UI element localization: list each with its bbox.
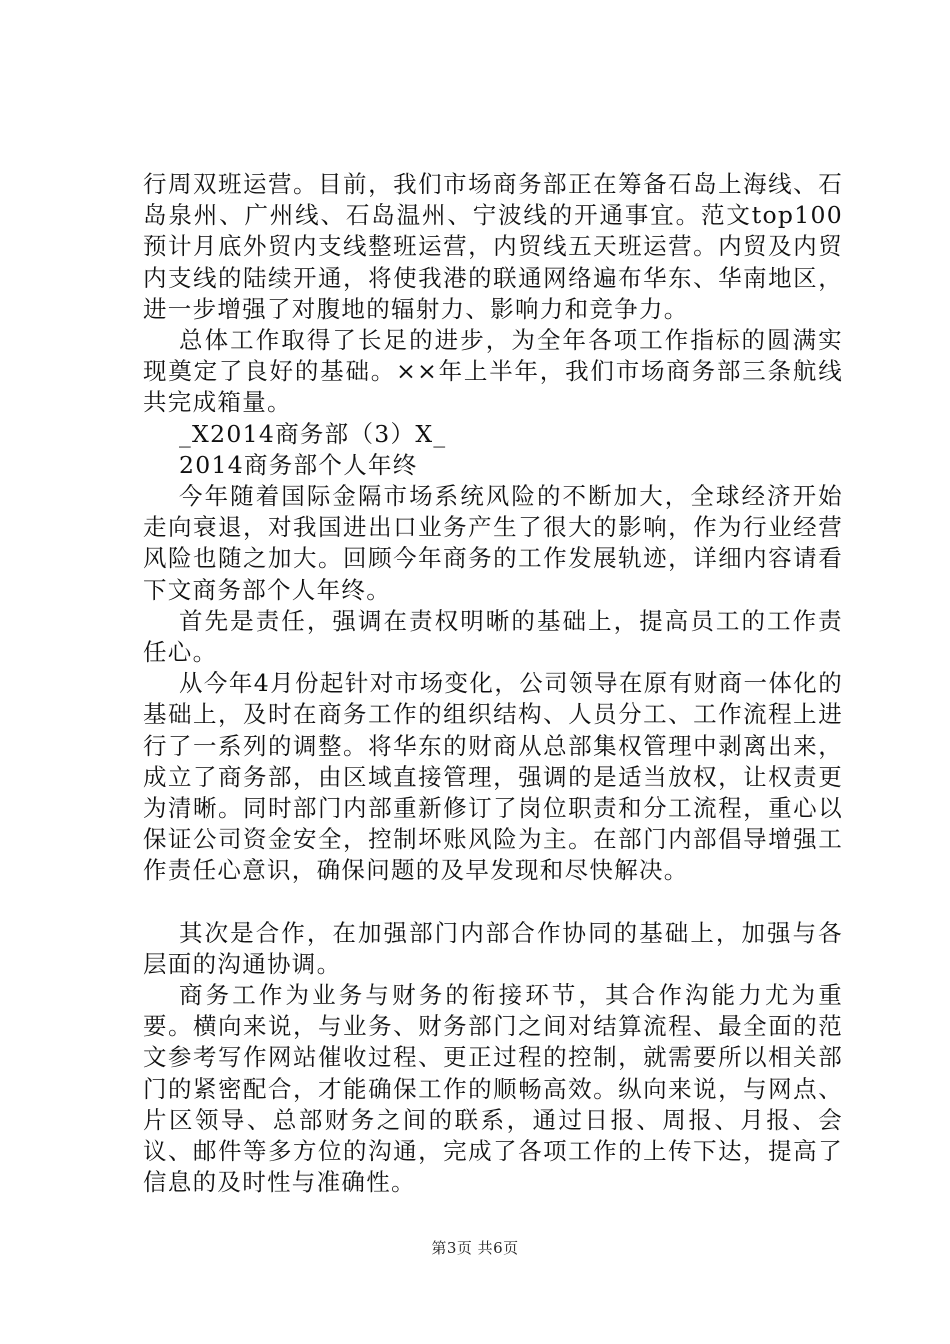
page-number: 第3页 共6页 (431, 1239, 519, 1257)
paragraph-8: 其次是合作，在加强部门内部合作协同的基础上，加强与各层面的沟通协调。 (143, 918, 843, 978)
paragraph-6: 首先是责任，强调在责权明晰的基础上，提高员工的工作责任心。 (143, 606, 843, 667)
paragraph-2: 总体工作取得了长足的进步，为全年各项工作指标的圆满实现奠定了良好的基础。××年上半年，我们市场商务部三条航线共完成箱量。 (143, 326, 843, 417)
paragraph-5: 今年随着国际金隔市场系统风险的不断加大，全球经济开始走向衰退，对我国进出口业务产生了很大的影响，作为行业经营风险也随之加大。回顾今年商务的工作发展轨迹，详细内容请看下文商务部个人年终。 (143, 482, 843, 604)
document-body (143, 169, 843, 1199)
page-footer (0, 1237, 950, 1258)
paragraph-4: 2014商务部个人年终 (179, 450, 418, 479)
paragraph-spacer (143, 887, 843, 918)
paragraph-9: 商务工作为业务与财务的衔接环节，其合作沟能力尤为重要。横向来说，与业务、财务部门之间对结算流程、最全面的范文参考写作网站催收过程、更正过程的控制，就需要所以相关部门的紧密配合，才能确保工作的顺畅高效。纵向来说，与网点、片区领导、总部财务之间的联系，通过日报、周报、月报、会议、邮件等多方位的沟通，完成了各项工作的上传下达，提高了信息的及时性与准确性。 (143, 981, 843, 1197)
paragraph-7: 从今年4月份起针对市场变化，公司领导在原有财商一体化的基础上，及时在商务工作的组织结构、人员分工、工作流程上进行了一系列的调整。将华东的财商从总部集权管理中剥离出来，成立了商务部，由区域直接管理，强调的是适当放权，让权责更为清晰。同时部门内部重新修订了岗位职责和分工流程，重心以保证公司资金安全，控制坏账风险为主。在部门内部倡导增强工作责任心意识，确保问题的及早发现和尽快解决。 (143, 669, 843, 885)
paragraph-1: 行周双班运营。目前，我们市场商务部正在筹备石岛上海线、石岛泉州、广州线、石岛温州、宁波线的开通事宜。范文top100预计月底外贸内支线整班运营，内贸线五天班运营。内贸及内贸内支线的陆续开通，将使我港的联通网络遍布华东、华南地区，进一步增强了对腹地的辐射力、影响力和竞争力。 (143, 170, 843, 323)
paragraph-3: _X2014商务部（3）X_ (179, 419, 447, 448)
